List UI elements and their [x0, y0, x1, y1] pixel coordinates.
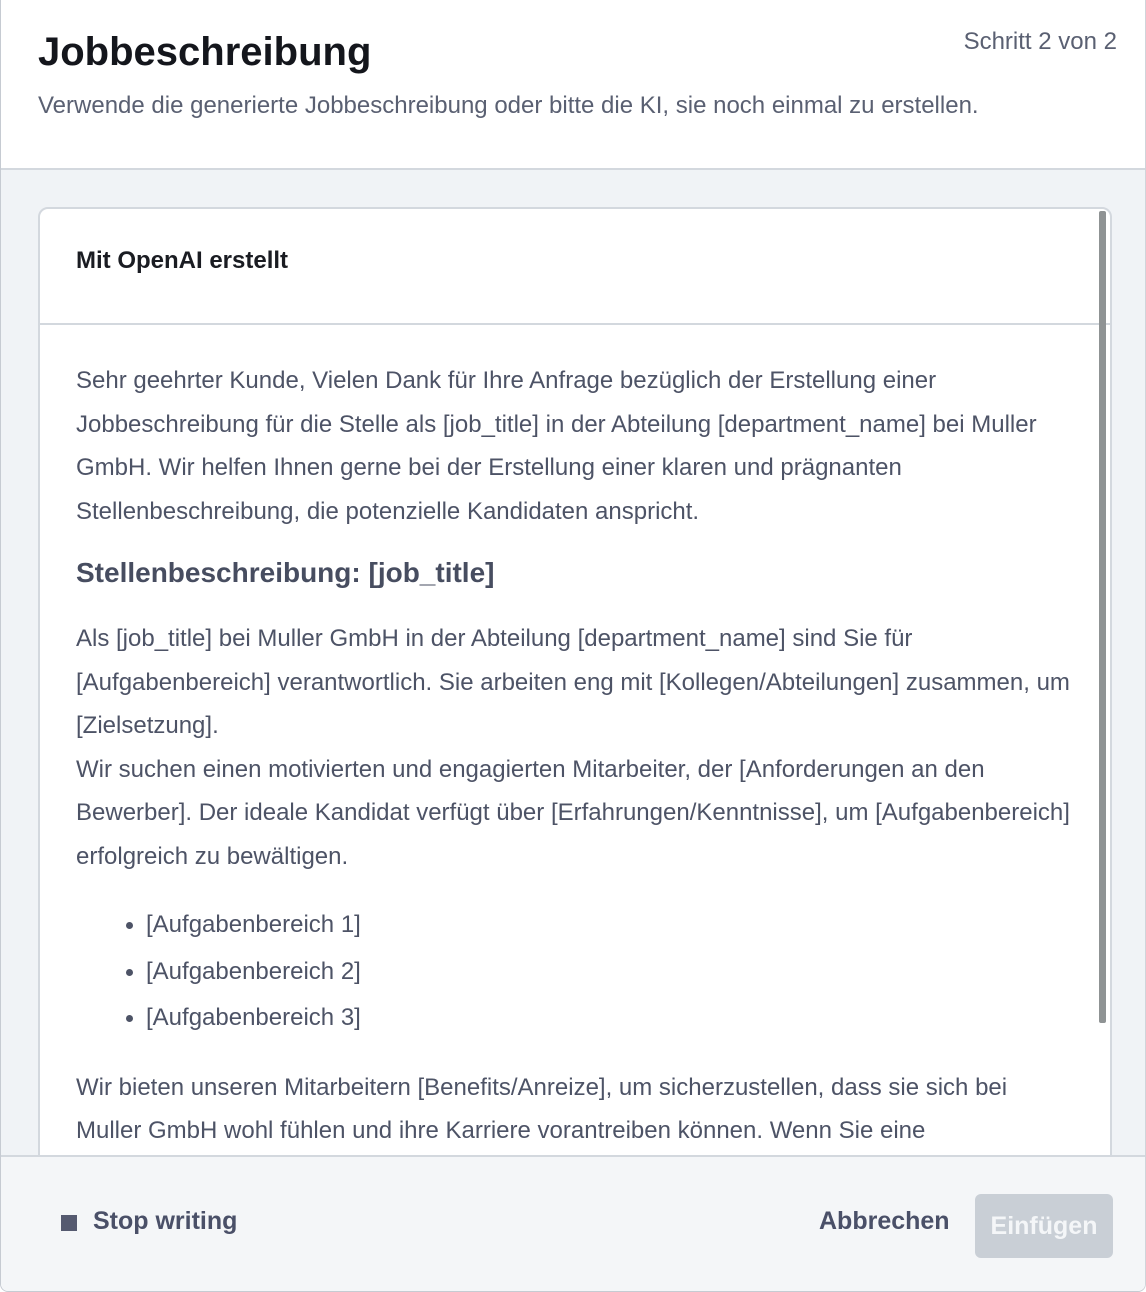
bullet-icon: [126, 969, 133, 976]
requirements-paragraph: Wir suchen einen motivierten und engagierten Mitarbeiter, der [Anforderungen an den Bewerber]. Der ideale Kandidat verfügt über [Erfahrungen/Kenntnisse], um [Aufgabenbereich] erfolgreich zu bewältigen.: [76, 755, 1070, 870]
dialog-title: Jobbeschreibung: [38, 30, 372, 74]
intro-paragraph: Sehr geehrter Kunde, Vielen Dank für Ihre Anfrage bezüglich der Erstellung einer Jobbeschreibung für die Stelle als [job_title] in der Abteilung [department_name] bei Muller GmbH. Wir helfen Ihnen gerne bei der Erstellung einer klaren und prägnanten Stellenbeschreibung, die potenzielle Kandidaten anspricht.: [76, 367, 1037, 525]
dialog-subtitle: Verwende die generierte Jobbeschreibung oder bitte die KI, sie noch einmal zu erstellen.: [38, 92, 979, 119]
card-header: [40, 209, 1110, 325]
role-paragraph: Als [job_title] bei Muller GmbH in der Abteilung [department_name] sind Sie für [Aufgabenbereich] verantwortlich. Sie arbeiten eng mit [Kollegen/Abteilungen] zusammen, um [Zielsetzung].: [76, 625, 1070, 739]
cancel-button[interactable]: Abbrechen: [819, 1207, 950, 1235]
scrollbar[interactable]: [1098, 209, 1108, 1165]
dialog-footer: [1, 1155, 1145, 1292]
insert-button[interactable]: Einfügen: [975, 1194, 1113, 1258]
dialog-header: [1, 0, 1145, 170]
step-indicator: Schritt 2 von 2: [963, 28, 1117, 55]
list-item: [Aufgabenbereich 3]: [126, 995, 1076, 1042]
task-list: [126, 902, 1076, 1042]
generated-text: [76, 359, 1076, 1153]
stop-square-icon: [61, 1215, 77, 1231]
section-heading: Stellenbeschreibung: [job_title]: [76, 557, 495, 588]
generated-description-card: [38, 207, 1112, 1167]
bullet-icon: [126, 1015, 133, 1022]
list-item: [Aufgabenbereich 1]: [126, 902, 1076, 949]
card-title: Mit OpenAI erstellt: [76, 247, 289, 274]
stop-writing-button[interactable]: [61, 1207, 237, 1236]
benefits-paragraph: Wir bieten unseren Mitarbeitern [Benefits/Anreize], um sicherzustellen, dass sie sich bei Muller GmbH wohl fühlen und ihre Karriere vorantreiben können. Wenn Sie eine: [76, 1073, 1008, 1144]
list-item: [Aufgabenbereich 2]: [126, 949, 1076, 996]
bullet-icon: [126, 922, 133, 929]
scrollbar-thumb[interactable]: [1099, 211, 1106, 1023]
stop-writing-label: Stop writing: [93, 1207, 238, 1235]
